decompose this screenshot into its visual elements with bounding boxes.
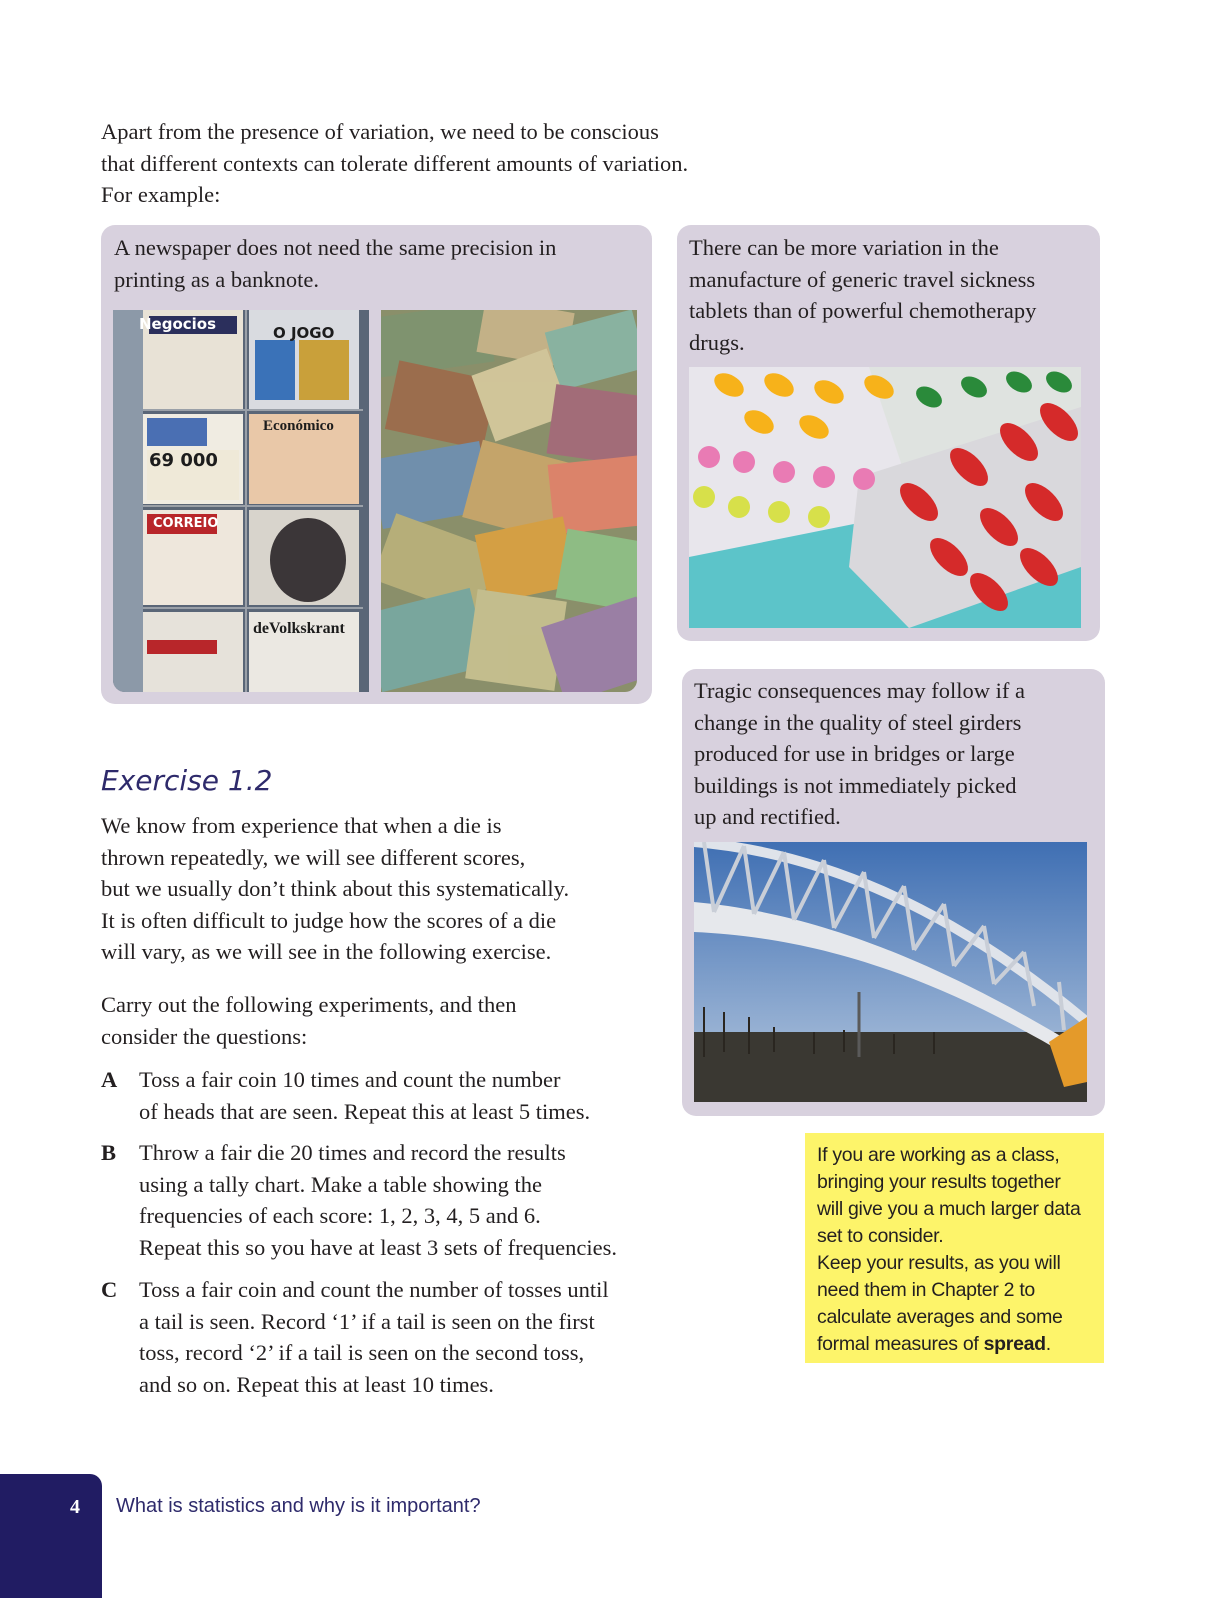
newsstand-label: 69 000 bbox=[149, 450, 218, 471]
item-text: Throw a fair die 20 times and record the results using a tally chart. Make a table showing the frequencies of each score: 1, 2, 3, 4, 5 and 6. Repeat this so you have at least 3 sets of frequencies. bbox=[139, 1140, 617, 1260]
exercise-instructions: Carry out the following experiments, and then consider the questions: bbox=[101, 992, 517, 1049]
page-number: 4 bbox=[70, 1496, 80, 1518]
exercise-title: Exercise 1.2 bbox=[101, 764, 273, 797]
item-text: Toss a fair coin 10 times and count the number of heads that are seen. Repeat this at least 5 times. bbox=[139, 1067, 591, 1124]
item-letter: C bbox=[101, 1277, 118, 1302]
banknotes-photo bbox=[381, 310, 637, 692]
bridge-photo bbox=[694, 842, 1087, 1102]
intro-line: For example: bbox=[101, 182, 221, 207]
intro-line: that different contexts can tolerate different amounts of variation. bbox=[101, 150, 689, 176]
tablets-example-box bbox=[677, 225, 1100, 641]
steel-example-box bbox=[682, 669, 1105, 1116]
newsstand-label: O JOGO bbox=[273, 324, 335, 342]
tablets-example-text: There can be more variation in the manufacture of generic travel sickness tablets than of powerful chemotherapy drugs. bbox=[689, 235, 1037, 355]
intro-line: Apart from the presence of variation, we need to be conscious bbox=[101, 119, 659, 144]
item-letter: A bbox=[101, 1067, 118, 1092]
glossary-term-spread: spread bbox=[983, 1333, 1046, 1355]
pills-photo bbox=[689, 367, 1081, 628]
newspaper-example-box bbox=[101, 225, 652, 704]
newsstand-label: Económico bbox=[263, 418, 334, 434]
exercise-item-b bbox=[101, 1137, 681, 1263]
item-text: Toss a fair coin and count the number of tosses until a tail is seen. Record ‘1’ if a tail is seen on the first toss, record ‘2’ if a tail is seen on the second toss, and so on. Repeat this at least 10 times. bbox=[139, 1277, 609, 1397]
chapter-title: What is statistics and why is it important? bbox=[116, 1495, 481, 1517]
exercise-item-a bbox=[101, 1064, 681, 1127]
newsstand-label: deVolkskrant bbox=[253, 620, 345, 637]
newsstand-label: Negocios bbox=[139, 315, 217, 333]
exercise-paragraph: We know from experience that when a die is thrown repeatedly, we will see different scores, but we usually don’t think about this systematically. It is often difficult to judge how the scores of a die will vary, as we will see in the following exercise. bbox=[101, 813, 570, 964]
newsstand-photo bbox=[113, 310, 369, 692]
class-results-note bbox=[805, 1133, 1104, 1363]
item-letter: B bbox=[101, 1140, 117, 1165]
intro-paragraph bbox=[101, 116, 781, 211]
newspaper-example-text: A newspaper does not need the same precision in printing as a banknote. bbox=[114, 235, 557, 292]
steel-example-text: Tragic consequences may follow if a change in the quality of steel girders produced for use in bridges or large buildings is not immediately picked up and rectified. bbox=[694, 678, 1025, 829]
footer-page-tab bbox=[0, 1474, 102, 1598]
note-text: If you are working as a class, bringing your results together will give you a much larger data set to consider. Keep your results, as you will need them in Chapter 2 to calculate averages and some formal measures of spread. bbox=[817, 1144, 1081, 1355]
newsstand-label: CORREIO bbox=[153, 516, 219, 531]
exercise-item-c bbox=[101, 1274, 701, 1400]
